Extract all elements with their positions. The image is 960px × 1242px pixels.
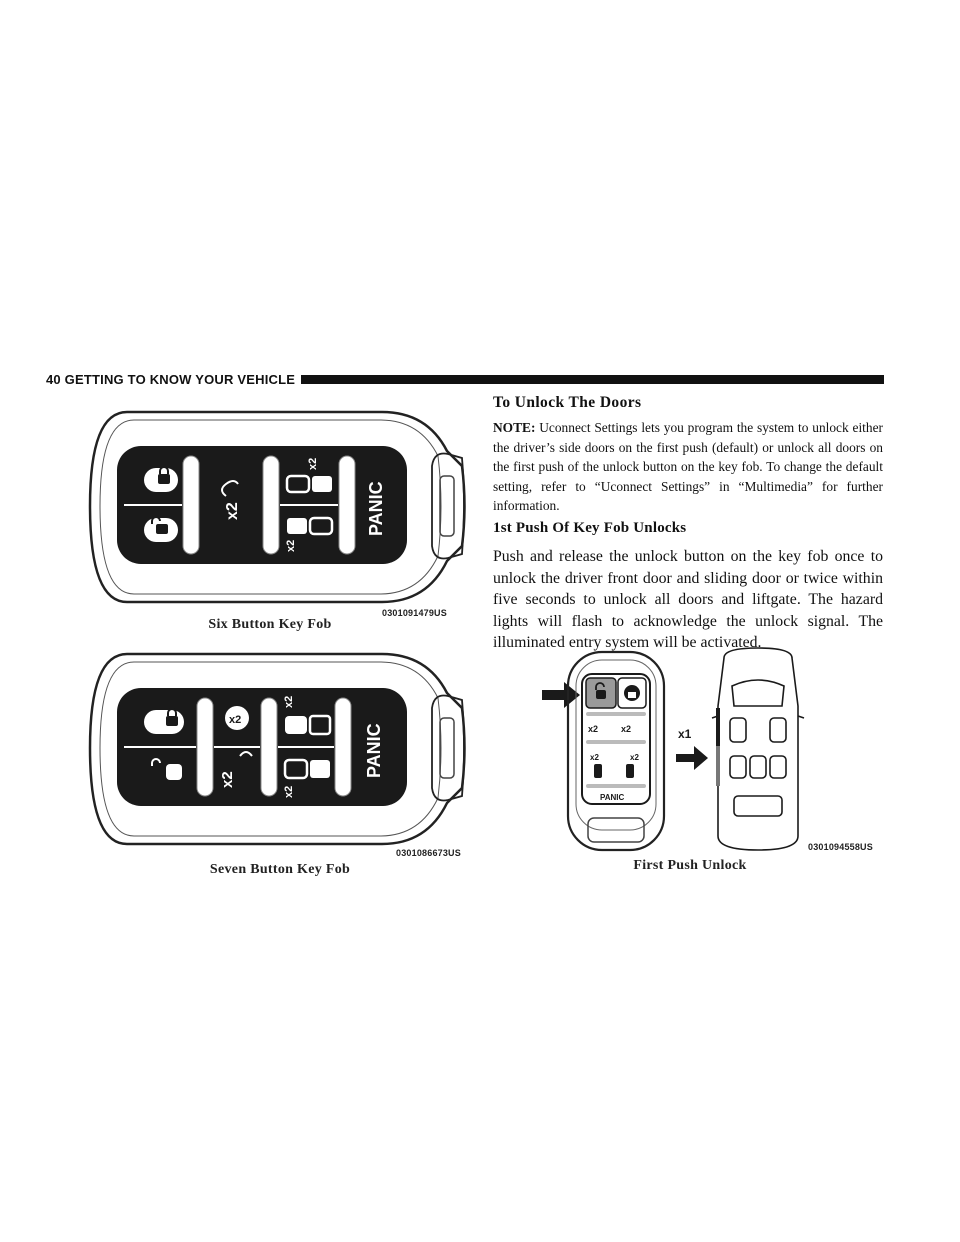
x1-arrow bbox=[676, 746, 708, 770]
six-button-fob-illustration bbox=[82, 406, 467, 606]
x1-label: x1 bbox=[678, 727, 692, 741]
lock-icon bbox=[144, 467, 178, 492]
first-push-unlock-caption: First Push Unlock bbox=[633, 858, 747, 873]
key-tab bbox=[432, 454, 464, 559]
svg-text:x2: x2 bbox=[283, 785, 295, 798]
figure-code: 0301094558US bbox=[808, 842, 873, 852]
header-rule bbox=[301, 375, 884, 384]
figure-code: 0301091479US bbox=[382, 608, 447, 618]
seven-button-fob-caption: Seven Button Key Fob bbox=[209, 862, 351, 877]
note-paragraph bbox=[493, 418, 883, 516]
seven-button-fob-figure bbox=[82, 648, 467, 858]
key-tab bbox=[432, 696, 464, 801]
panic-label: PANIC bbox=[364, 723, 384, 778]
panic-label: PANIC bbox=[600, 793, 625, 802]
subsection-first-push bbox=[493, 520, 883, 537]
panic-label: PANIC bbox=[366, 481, 386, 536]
page-header bbox=[46, 368, 884, 390]
svg-text:x2: x2 bbox=[283, 695, 295, 708]
lock-icon bbox=[144, 709, 184, 734]
svg-text:x2: x2 bbox=[588, 724, 599, 734]
svg-text:x2: x2 bbox=[224, 502, 241, 520]
vehicle-top-view bbox=[712, 648, 804, 850]
first-push-unlock-illustration bbox=[536, 646, 886, 856]
svg-text:x2: x2 bbox=[621, 724, 632, 734]
svg-text:x2: x2 bbox=[219, 771, 236, 788]
svg-text:x2: x2 bbox=[590, 753, 599, 762]
six-button-fob-figure bbox=[82, 406, 467, 618]
seven-button-fob-illustration bbox=[82, 648, 467, 848]
note-text: Uconnect Settings lets you program the system to unlock either the driver’s side doors on the first push (default) or unlock all doors on the first push of the unlock button on the key fob. To change the default setting, refer to “Uconnect Settings” in “Multimedia” for further information. bbox=[493, 420, 883, 513]
page-header-text: 40 GETTING TO KNOW YOUR VEHICLE bbox=[46, 371, 296, 387]
unlock-icon bbox=[144, 517, 178, 542]
remote-start-x2-icon bbox=[225, 706, 249, 730]
svg-text:x2: x2 bbox=[229, 714, 242, 726]
body-paragraph: Push and release the unlock button on the key fob once to unlock the driver front door and sliding door or twice within five seconds to unlock all doors and liftgate. The hazard lights will flash to acknowledge the unlock signal. The illuminated entry system will be activated. bbox=[493, 548, 883, 651]
six-button-fob-caption: Six Button Key Fob bbox=[208, 617, 332, 632]
section-title: To Unlock The Doors bbox=[493, 394, 642, 411]
svg-text:x2: x2 bbox=[307, 457, 319, 470]
note-block bbox=[493, 418, 883, 516]
svg-text:x2: x2 bbox=[630, 753, 639, 762]
note-label: NOTE: bbox=[493, 420, 536, 435]
section-unlock-doors bbox=[493, 394, 883, 412]
body-paragraph-block bbox=[493, 546, 883, 654]
sliding-door-highlight bbox=[716, 746, 720, 786]
svg-text:x2: x2 bbox=[285, 539, 297, 552]
figure-code: 0301086673US bbox=[396, 848, 461, 858]
key-tab-slot bbox=[440, 718, 454, 778]
first-push-unlock-figure bbox=[536, 646, 886, 856]
pointer-arrow bbox=[542, 682, 580, 708]
subsection-title: 1st Push Of Key Fob Unlocks bbox=[493, 520, 687, 536]
key-tab-slot bbox=[440, 476, 454, 536]
